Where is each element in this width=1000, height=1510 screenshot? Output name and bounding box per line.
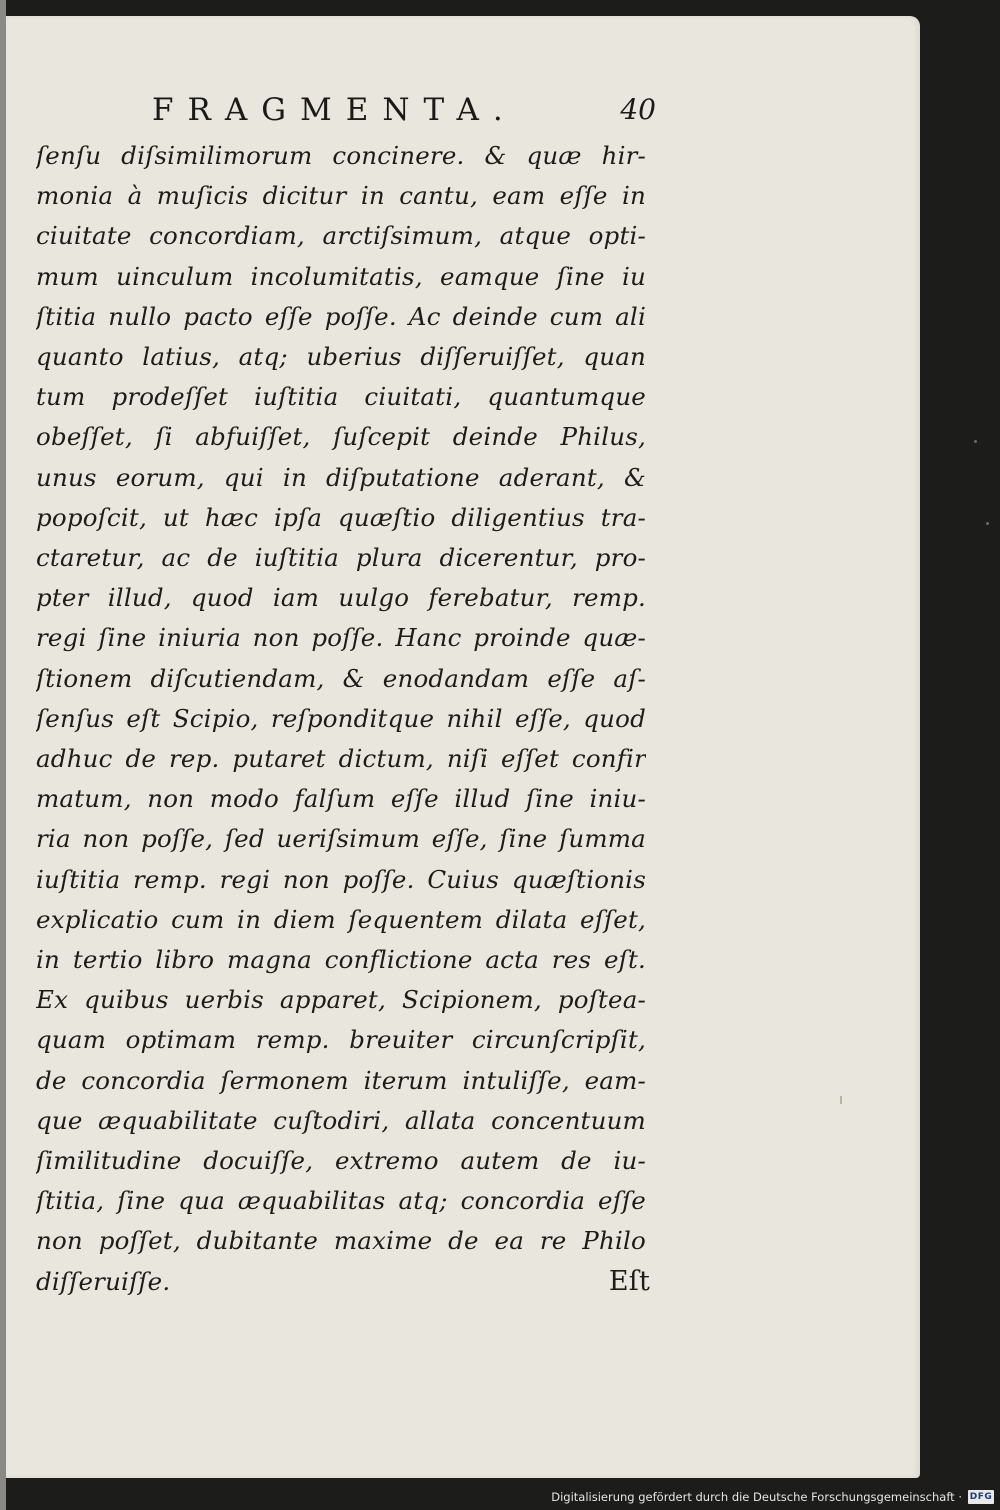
paper-blemish <box>840 1096 842 1104</box>
funding-credit: Digitalisierung gefördert durch die Deutsche Forschungsgemeinschaft · <box>551 1490 962 1504</box>
text-line: explicatio cum in diem ſequentem dilata eſſet, <box>36 904 646 934</box>
text-line: que æquabilitate cuſtodiri, allata concentuum <box>36 1105 646 1135</box>
text-line: popoſcit, ut hæc ipſa quæſtio diligentius tra- <box>36 502 646 532</box>
text-line: unus eorum, qui in diſputatione aderant, & <box>36 462 646 492</box>
text-line: ria non poſſe, ſed ueriſsimum eſſe, ſine ſumma <box>36 824 646 854</box>
text-line: non poſſet, dubitante maxime de ea re Philo <box>36 1226 646 1256</box>
digitization-footer <box>551 1486 994 1508</box>
text-line: ſtitia, ſine qua æquabilitas atq; concordia eſſe <box>36 1186 646 1216</box>
running-title: FRAGMENTA. <box>152 92 517 128</box>
text-line: ctaretur, ac de iuſtitia plura dicerentur, pro- <box>36 543 646 573</box>
text-line: ſenſu diſsimilimorum concinere. & quæ hir- <box>36 141 646 170</box>
dust-speck <box>986 522 989 525</box>
final-line-row <box>36 1262 650 1302</box>
text-line: ciuitate concordiam, arctiſsimum, atque opti- <box>36 221 646 251</box>
text-line: ſimilitudine docuiſſe, extremo autem de iu- <box>36 1146 646 1176</box>
text-line: quanto latius, atq; uberius diſſeruiſſet, quan <box>36 342 646 372</box>
text-line: monia à muſicis dicitur in cantu, eam eſſe in <box>36 181 646 211</box>
text-line: tum prodeſſet iuſtitia ciuitati, quantumque <box>36 382 646 412</box>
dfg-logo-icon: DFG <box>969 1492 993 1502</box>
text-line: de concordia ſermonem iterum intuliſſe, eam- <box>36 1065 646 1095</box>
text-line: Ex quibus uerbis apparet, Scipionem, poſtea- <box>36 985 646 1015</box>
text-line: ſenſus eſt Scipio, reſponditque nihil eſſe, quod <box>36 703 646 733</box>
text-line: ſtitia nullo pacto eſſe poſſe. Ac deinde cum ali <box>36 301 646 331</box>
text-line: regi ſine iniuria non poſſe. Hanc proinde quæ- <box>36 623 646 653</box>
catchword: Eſt <box>608 1265 650 1297</box>
book-page <box>6 16 920 1478</box>
page-number: 40 <box>620 93 656 126</box>
text-line: matum, non modo falſum eſſe illud ſine iniu- <box>36 784 646 814</box>
text-line: ſtionem diſcutiendam, & enodandam eſſe aſ- <box>36 663 646 693</box>
body-text <box>36 136 666 1302</box>
text-line: pter illud, quod iam uulgo ferebatur, remp. <box>36 583 646 613</box>
running-header <box>152 82 662 128</box>
text-line: adhuc de rep. putaret dictum, niſi eſſet confir <box>36 744 646 774</box>
dust-speck <box>974 440 977 443</box>
last-text-line: diſſeruiſſe. <box>36 1266 171 1296</box>
text-line: obeſſet, ſi abfuiſſet, ſuſcepit deinde Philus, <box>36 422 646 452</box>
text-line: in tertio libro magna conflictione acta res eſt. <box>36 945 646 975</box>
text-line: iuſtitia remp. regi non poſſe. Cuius quæſtionis <box>36 864 646 894</box>
text-line: mum uinculum incolumitatis, eamque ſine iu <box>36 261 646 291</box>
text-line: quam optimam remp. breuiter circunſcripſit, <box>36 1025 646 1055</box>
